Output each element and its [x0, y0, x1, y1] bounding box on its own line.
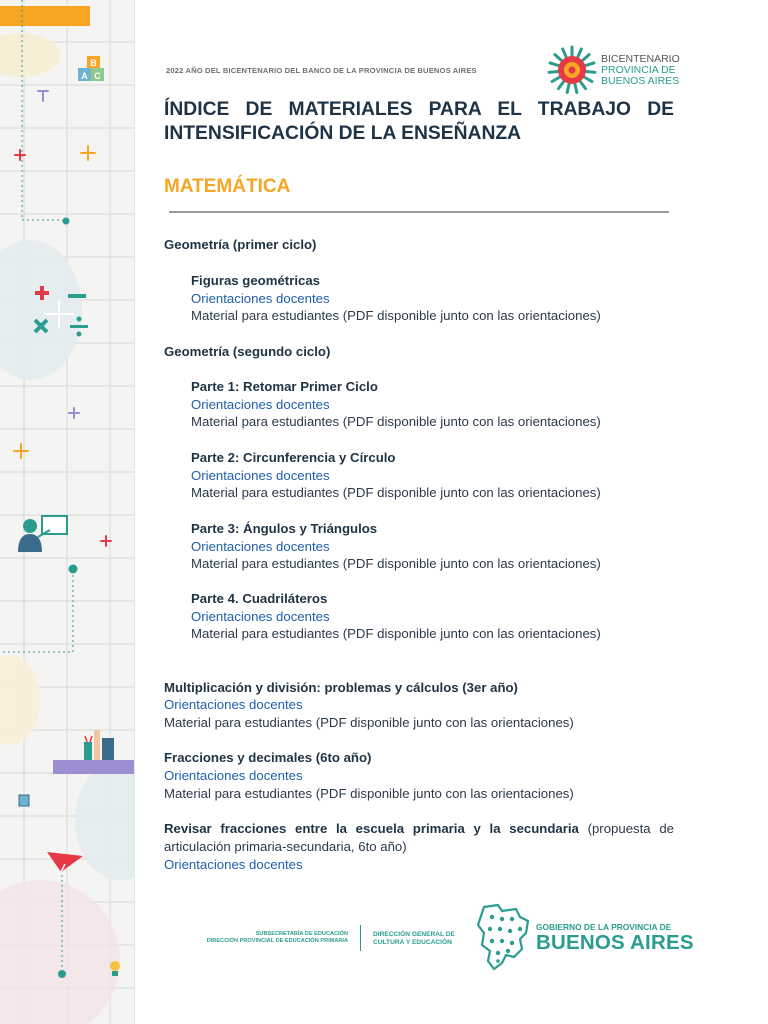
section-heading-geometria-primer-ciclo: Geometría (primer ciclo): [164, 237, 317, 252]
orientaciones-docentes-link[interactable]: Orientaciones docentes: [191, 291, 330, 306]
footer-subsecretaria-line2: DIRECCIÓN PROVINCIAL DE EDUCACIÓN PRIMARIA: [206, 938, 348, 944]
footer-direccion-line2: CULTURA Y EDUCACIÓN: [373, 939, 452, 946]
decorative-pattern: [0, 0, 134, 1024]
orientaciones-docentes-link[interactable]: Orientaciones docentes: [164, 768, 303, 783]
section-revisar-fracciones: [164, 820, 674, 856]
orientaciones-docentes-link[interactable]: Orientaciones docentes: [191, 397, 330, 412]
section-heading-fracciones-decimales: Fracciones y decimales (6to año): [164, 750, 372, 765]
item-title-parte-1: Parte 1: Retomar Primer Ciclo: [191, 379, 378, 394]
footer-separator: [360, 925, 361, 951]
orientaciones-docentes-link[interactable]: Orientaciones docentes: [164, 697, 303, 712]
block-letter-a: A: [81, 71, 88, 81]
document-title: ÍNDICE DE MATERIALES PARA EL TRABAJO DE INTENSIFICACIÓN DE LA ENSEÑANZA: [164, 99, 674, 144]
province-map-logo-icon: [476, 903, 530, 971]
block-letter-b: B: [90, 58, 97, 68]
orientaciones-docentes-link[interactable]: Orientaciones docentes: [191, 468, 330, 483]
bicentenario-line3: BUENOS AIRES: [601, 75, 680, 87]
material-estudiantes-text: Material para estudiantes (PDF disponible junto con las orientaciones): [191, 626, 601, 641]
item-title-parte-4: Parte 4. Cuadriláteros: [191, 591, 328, 606]
block-letter-c: C: [94, 71, 101, 81]
footer-buenos-aires-text: BUENOS AIRES: [536, 931, 694, 954]
item-title-figuras-geometricas: Figuras geométricas: [191, 273, 320, 288]
material-estudiantes-text: Material para estudiantes (PDF disponible junto con las orientaciones): [164, 715, 574, 730]
footer-subsecretaria-line1: SUBSECRETARÍA DE EDUCACIÓN: [255, 931, 348, 937]
material-estudiantes-text: Material para estudiantes (PDF disponible junto con las orientaciones): [191, 485, 601, 500]
footer-gobierno-logo: [536, 922, 694, 954]
section-title-matematica: MATEMÁTICA: [164, 176, 291, 197]
item-title-parte-3: Parte 3: Ángulos y Triángulos: [191, 521, 378, 536]
bicentenario-line1: BICENTENARIO: [601, 53, 680, 65]
material-estudiantes-text: Material para estudiantes (PDF disponible junto con las orientaciones): [191, 556, 601, 571]
footer-direccion-line1: DIRECCIÓN GENERAL DE: [373, 931, 455, 938]
section-heading-multiplicacion-division: Multiplicación y división: problemas y cálculos (3er año): [164, 680, 518, 695]
material-estudiantes-text: Material para estudiantes (PDF disponible junto con las orientaciones): [191, 308, 601, 323]
footer-direccion-general: [373, 931, 455, 947]
bicentenario-sun-logo-icon: [547, 45, 597, 95]
orientaciones-docentes-link[interactable]: Orientaciones docentes: [191, 539, 330, 554]
orientaciones-docentes-link[interactable]: Orientaciones docentes: [191, 609, 330, 624]
title-divider: [169, 211, 669, 213]
item-title-parte-2: Parte 2: Circunferencia y Círculo: [191, 450, 396, 465]
decorative-sidebar: [0, 0, 135, 1024]
bicentenario-wordmark: [601, 54, 680, 87]
material-estudiantes-text: Material para estudiantes (PDF disponible junto con las orientaciones): [191, 414, 601, 429]
section-heading-geometria-segundo-ciclo: Geometría (segundo ciclo): [164, 344, 331, 359]
footer-subsecretaria: [196, 931, 348, 945]
section-note-articulacion: (propuesta de articulación primaria-secundaria, 6to año): [164, 821, 674, 854]
footer-gobierno-text: GOBIERNO DE LA PROVINCIA DE: [536, 922, 672, 932]
material-estudiantes-text: Material para estudiantes (PDF disponible junto con las orientaciones): [164, 786, 574, 801]
section-heading-revisar-fracciones: Revisar fracciones entre la escuela primaria y la secundaria: [164, 821, 579, 836]
orientaciones-docentes-link[interactable]: Orientaciones docentes: [164, 857, 303, 872]
year-banner: 2022 AÑO DEL BICENTENARIO DEL BANCO DE LA PROVINCIA DE BUENOS AIRES: [166, 66, 477, 75]
bicentenario-line2: PROVINCIA DE: [601, 64, 676, 76]
